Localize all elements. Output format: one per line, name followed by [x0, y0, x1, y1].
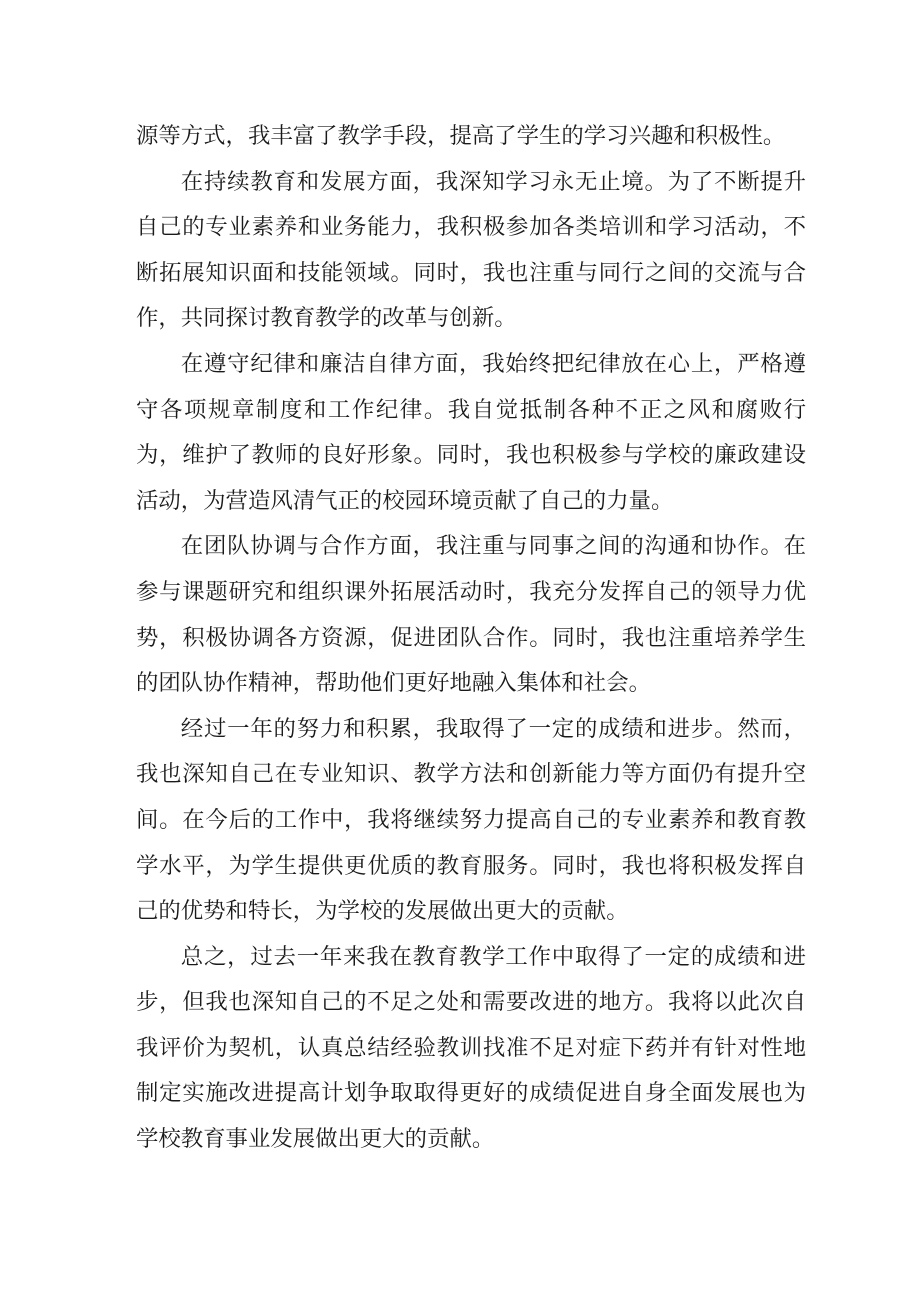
paragraph-conclusion: 总之，过去一年来我在教育教学工作中取得了一定的成绩和进步，但我也深知自己的不足之处和需要改进的地方。我将以此次自我评价为契机，认真总结经验教训找准不足对症下药并有针对性地制定实施改进提高计划争取取得更好的成绩促进自身全面发展也为学校教育事业发展做出更大的贡献。	[136, 943, 806, 1153]
paragraph-teamwork: 在团队协调与合作方面，我注重与同事之间的沟通和协作。在参与课题研究和组织课外拓展活动时，我充分发挥自己的领导力优势，积极协调各方资源，促进团队合作。同时，我也注重培养学生的团队协作精神，帮助他们更好地融入集体和社会。	[136, 533, 806, 697]
document-body	[136, 114, 806, 1163]
paragraph-continuing-education: 在持续教育和发展方面，我深知学习永无止境。为了不断提升自己的专业素养和业务能力，我积极参加各类培训和学习活动，不断拓展知识面和技能领域。同时，我也注重与同行之间的交流与合作，共同探讨教育教学的改革与创新。	[136, 168, 806, 332]
paragraph-discipline: 在遵守纪律和廉洁自律方面，我始终把纪律放在心上，严格遵守各项规章制度和工作纪律。我自觉抵制各种不正之风和腐败行为，维护了教师的良好形象。同时，我也积极参与学校的廉政建设活动，为营造风清气正的校园环境贡献了自己的力量。	[136, 350, 806, 514]
paragraph-1: 源等方式，我丰富了教学手段，提高了学生的学习兴趣和积极性。	[136, 123, 786, 149]
paragraph-achievements: 经过一年的努力和积累，我取得了一定的成绩和进步。然而，我也深知自己在专业知识、教学方法和创新能力等方面仍有提升空间。在今后的工作中，我将继续努力提高自己的专业素养和教育教学水平，为学生提供更优质的教育服务。同时，我也将积极发挥自己的优势和特长，为学校的发展做出更大的贡献。	[136, 715, 806, 925]
